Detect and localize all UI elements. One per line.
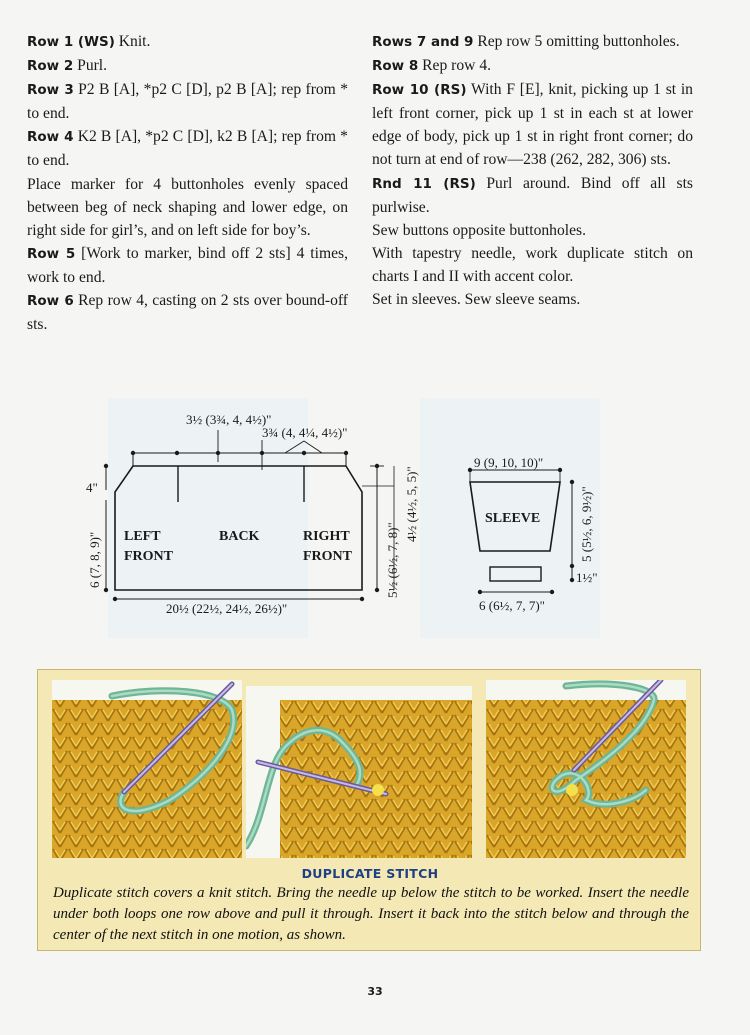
instruction-text: Set in sleeves. Sew sleeve seams. <box>372 291 581 309</box>
instruction-text: P2 B [A], *p2 C [D], p2 B [A]; rep from * to end. <box>27 81 348 123</box>
sleeve-cuff-dim: 1½" <box>576 570 598 585</box>
stitch-illustration-1 <box>52 680 242 858</box>
instruction-label: Row 8 <box>372 58 419 75</box>
duplicate-stitch-box <box>37 669 701 951</box>
instruction-text: Sew buttons opposite buttonholes. <box>372 221 586 239</box>
side-height-dim: 6 (7, 8, 9)" <box>87 531 102 588</box>
dimension-dots <box>104 451 574 601</box>
top-dim-1: 3½ (3¾, 4, 4½)" <box>186 412 272 427</box>
illustration-title: DUPLICATE STITCH <box>301 866 439 881</box>
body-outline <box>115 466 362 590</box>
instruction-text: Knit. <box>114 33 151 50</box>
instruction-text: Purl around. Bind off all sts purlwise. <box>372 174 693 216</box>
instruction-text: K2 B [A], *p2 C [D], k2 B [A]; rep from * to end. <box>27 128 348 170</box>
illustration-caption: Duplicate stitch covers a knit stitch. Bring the needle up below the stitch to be worked. Insert the needle under both loops one row above and pull it through. Insert it back into the stitch below and through the center of the next stitch in one motion, as shown. <box>53 885 689 943</box>
page-number: 33 <box>367 985 383 998</box>
stitch-illustration-2 <box>246 686 472 858</box>
instruction-text: Rep row 4. <box>418 57 492 75</box>
sleeve-cuff <box>490 567 541 581</box>
instruction-label: Row 3 <box>27 82 74 99</box>
right-front-label: RIGHT <box>303 529 350 544</box>
neck-depth-dim: 4" <box>86 480 98 495</box>
instruction-text: With F [E], knit, picking up 1 st in left front corner, pick up 1 st in each st at lower edge of body, pick up 1 st in right front corner; do not turn at end of row—238 (262, 282, 306) sts. <box>372 81 693 169</box>
instruction-label: Row 2 <box>27 58 74 75</box>
right-dim-1: 5½ (6½, 7, 8)" <box>385 522 400 598</box>
right-dim-2: 4½ (4½, 5, 5)" <box>404 466 419 542</box>
instruction-label: Row 1 (WS) <box>27 34 115 50</box>
instruction-label: Row 5 <box>27 245 76 262</box>
sleeve-height-dim: 5 (5½, 6, 9½)" <box>579 486 594 562</box>
bottom-dim: 20½ (22½, 24½, 26½)" <box>166 601 288 616</box>
instruction-label: Row 10 (RS) <box>372 82 467 99</box>
sleeve-top-dim: 9 (9, 10, 10)" <box>474 455 544 470</box>
instruction-text: Place marker for 4 buttonholes evenly spaced between beg of neck shaping and lower edge, on right side for girl’s, and on left side for boy’s. <box>27 175 348 239</box>
instruction-label: Row 4 <box>27 129 74 146</box>
instruction-text: Rep row 5 omitting buttonholes. <box>473 33 680 50</box>
instruction-label: Rnd 11 (RS) <box>372 175 476 192</box>
stitch-illustration-3 <box>486 680 686 858</box>
left-front-label: LEFT <box>124 529 161 544</box>
instruction-text: Purl. <box>73 57 108 75</box>
instruction-text: With tapestry needle, work duplicate stitch on charts I and II with accent color. <box>372 244 693 285</box>
sleeve-bottom-dim: 6 (6½, 7, 7)" <box>479 598 545 613</box>
top-dim-2: 3¾ (4, 4¼, 4½)" <box>262 425 348 440</box>
sleeve-label: SLEEVE <box>485 511 541 526</box>
back-label: BACK <box>219 529 260 544</box>
instruction-text: [Work to marker, bind off 2 sts] 4 times, work to end. <box>27 244 348 286</box>
instruction-text: Rep row 4, casting on 2 sts over bound-off sts. <box>27 292 348 334</box>
left-front-label: FRONT <box>124 549 173 564</box>
instruction-label: Row 6 <box>27 293 74 310</box>
instruction-label: Rows 7 and 9 <box>372 34 474 50</box>
right-front-label: FRONT <box>303 549 352 564</box>
